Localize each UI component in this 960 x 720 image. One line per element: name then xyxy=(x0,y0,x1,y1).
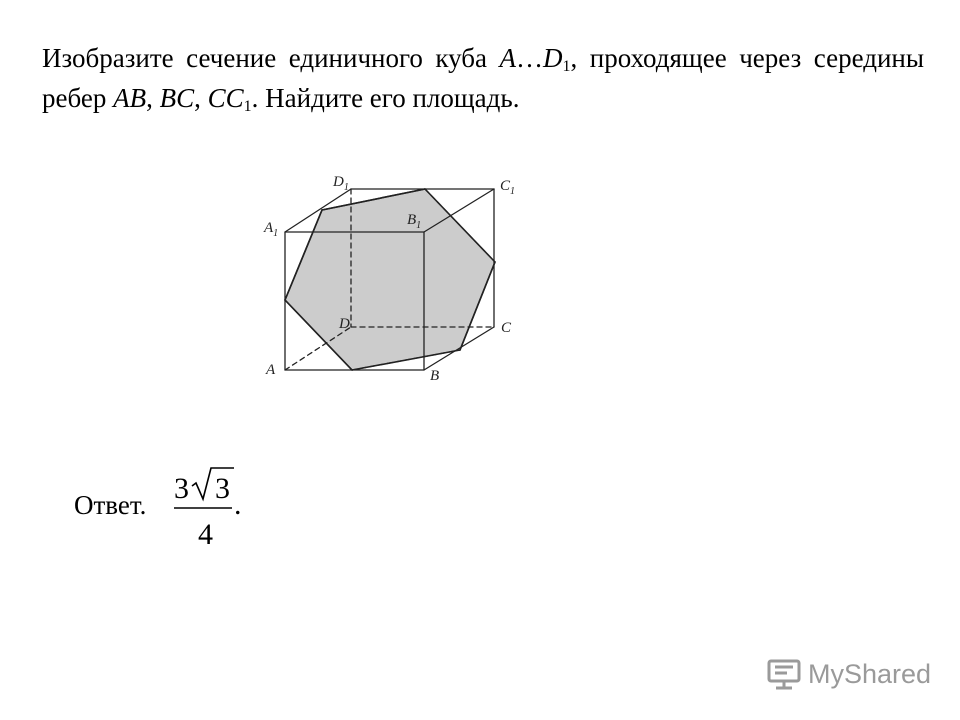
problem-text-3: . Найдите его площадь. xyxy=(251,83,520,113)
label-d1: $D_1$ xyxy=(333,174,349,193)
denominator: 4 xyxy=(198,518,213,551)
answer-label: Ответ. xyxy=(74,490,147,520)
subscript: 1 xyxy=(562,58,571,75)
subscript: 1 xyxy=(243,98,252,115)
presentation-board-icon xyxy=(766,657,802,691)
edge-bc: BC xyxy=(159,83,195,113)
answer-period: . xyxy=(234,488,242,521)
label-b1: $B_1$ xyxy=(407,212,422,231)
separator: , xyxy=(194,83,208,113)
numerator-coefficient: 3 xyxy=(174,472,189,505)
radicand: 3 xyxy=(215,472,230,505)
label-d: D xyxy=(339,316,350,332)
answer-fraction xyxy=(170,462,240,552)
problem-text-1: Изобразите сечение единичного куба xyxy=(42,43,500,73)
separator: , xyxy=(146,83,160,113)
watermark-text: MyShared xyxy=(808,658,932,689)
watermark xyxy=(766,656,931,692)
label-c1: $C_1$ xyxy=(500,178,516,197)
edge-cc1: CC xyxy=(207,83,244,113)
ellipsis: … xyxy=(516,43,544,73)
label-a: A xyxy=(266,362,276,378)
cube-vertex-end: D xyxy=(543,43,563,73)
edge-ab: AB xyxy=(113,83,147,113)
label-b: B xyxy=(430,368,440,384)
problem-text-2: , проходящее через середины ребер xyxy=(42,43,924,113)
label-a1: $A_1$ xyxy=(264,220,279,239)
cube-vertex-start: A xyxy=(499,43,517,73)
label-c: C xyxy=(501,320,512,336)
